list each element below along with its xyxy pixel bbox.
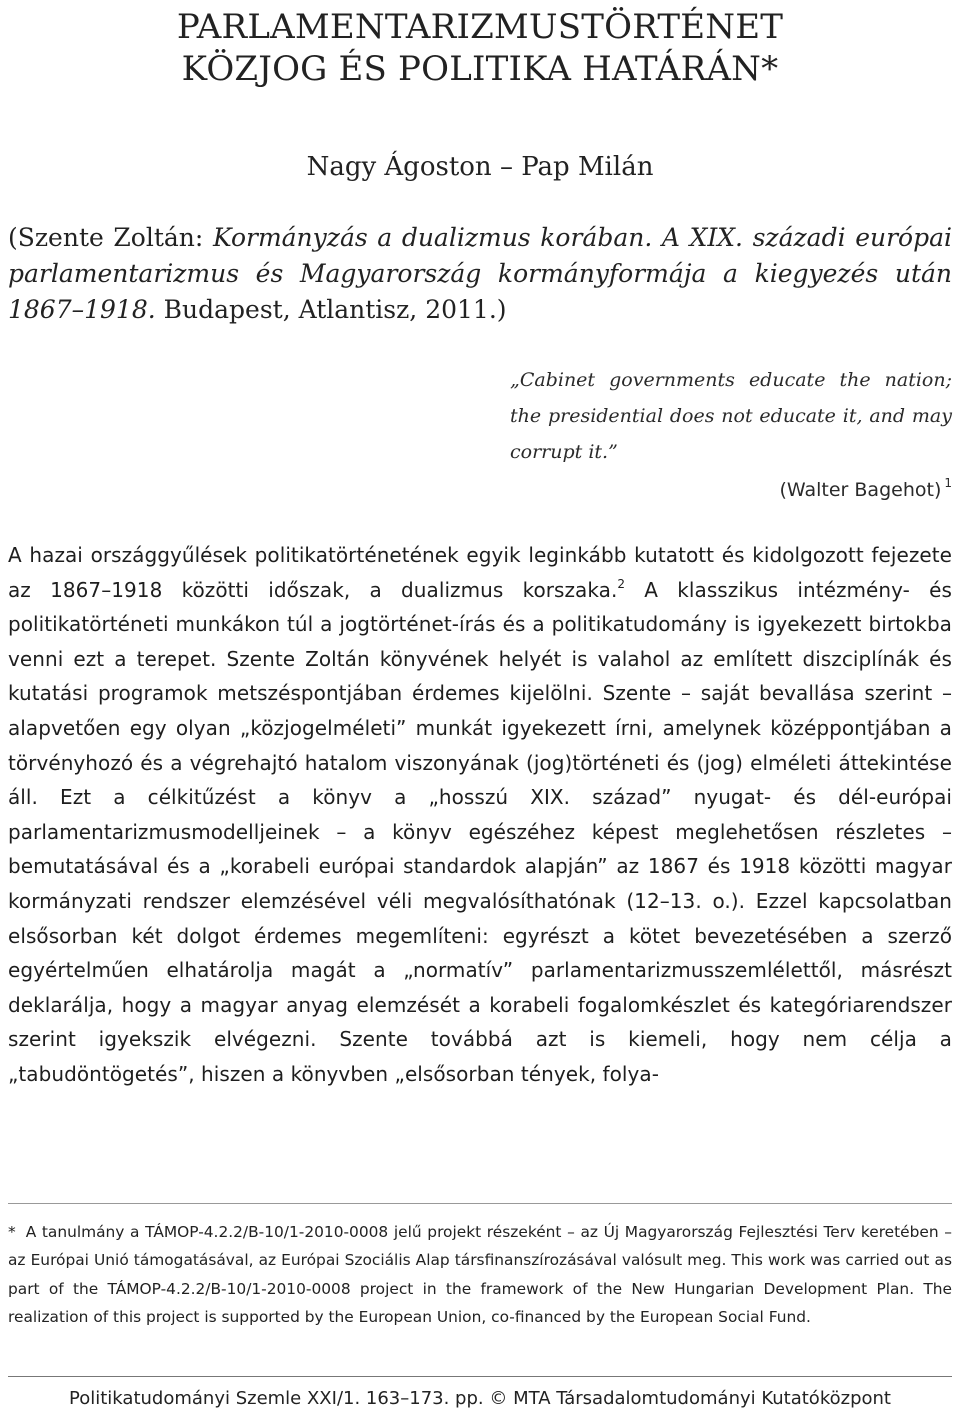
- body-text-part-2: A klasszikus intézmény- és politikatörténeti munkákon túl a jogtörténet-írás és a politikatudomány is igyekezett birtokba venni ezt a terepet. Szente Zoltán könyvének helyét is valahol az említett diszciplínák és kutatási programok metszéspontjában érdemes kijelölni. Szente – saját bevallása szerint – alapvetően egy olyan „közjogelméleti” munkát igyekezett írni, amelynek középpontjában a törvényhozó és a végrehajtó hatalom viszonyának (jog)történeti és (jog) elméleti áttekintése áll. Ezt a célkitűzést a könyv a „hosszú XIX. század” nyugat- és dél-európai parlamentarizmusmodelljeinek – a könyv egészéhez képest meglehetősen részletes – bemutatásával és a „korabeli európai standardok alapján” az 1867 és 1918 közötti magyar kormányzati rendszer elemzésével véli megvalósíthatónak (12–13. o.). Ezzel kapcsolatban elsősorban két dolgot érdemes megemlíteni: egyrészt a kötet bevezetésében a szerző egyértelműen elhatárolja magát a „normatív” parlamentarizmusszemlélettől, másrészt deklarálja, hogy a magyar anyag elemzését a korabeli fogalomkészlet és kategóriarendszer szerint igyekszik elvégezni. Szente továbbá azt is kiemeli, hogy nem célja a „tabudöntögetés”, hiszen a könyvben „elsősorban tények, folya-: [8, 577, 952, 1086]
- article-title-line-1: PARLAMENTARIZMUSTÖRTÉNET: [176, 7, 784, 47]
- reviewed-work-author: (Szente Zoltán:: [8, 223, 213, 252]
- footnote-mark-2: 2: [617, 576, 626, 591]
- reviewed-work-citation: [8, 220, 952, 328]
- reviewed-work-publication: Budapest, Atlantisz, 2011.): [155, 295, 507, 324]
- body-text-part-1: A hazai országgyűlések politikatörténetének egyik leginkább kutatott és kidolgozott fejezete az 1867–1918 közötti időszak, a dualizmus korszaka.: [8, 543, 952, 602]
- journal-footer: Politikatudományi Szemle XXI/1. 163–173. pp. © MTA Társadalomtudományi Kutatóközpont: [69, 1388, 891, 1409]
- footer-divider: [8, 1376, 952, 1377]
- epigraph-attribution: [780, 470, 953, 503]
- footnote-mark-1: 1: [944, 476, 952, 490]
- epigraph-author: (Walter Bagehot): [779, 479, 942, 501]
- reviewed-work-title: Kormányzás a dualizmus korában. A XIX. századi európai parlamentarizmus és Magyarország kormányformája a kiegyezés után 1867–1918.: [8, 223, 953, 324]
- footnote-text: A tanulmány a TÁMOP-4.2.2/B-10/1-2010-0008 jelű projekt részeként – az Új Magyarország Fejlesztési Terv keretében – az Európai Unió támogatásával, az Európai Szociális Alap társfinanszírozásával valósult meg. This work was carried out as part of the TÁMOP-4.2.2/B-10/1-2010-0008 project in the framework of the New Hungarian Development Plan. The realization of this project is supported by the European Union, co-financed by the European Social Fund.: [8, 1223, 952, 1326]
- footnote: [8, 1218, 952, 1331]
- footnote-divider: [8, 1203, 952, 1204]
- article-authors: Nagy Ágoston – Pap Milán: [306, 152, 654, 182]
- article-title-line-2: KÖZJOG ÉS POLITIKA HATÁRÁN*: [181, 49, 779, 89]
- epigraph-quote: „Cabinet governments educate the nation; the presidential does not educate it, and may corrupt it.”: [510, 369, 952, 463]
- footnote-star-mark: *: [8, 1223, 16, 1241]
- body-paragraph: [8, 538, 952, 1092]
